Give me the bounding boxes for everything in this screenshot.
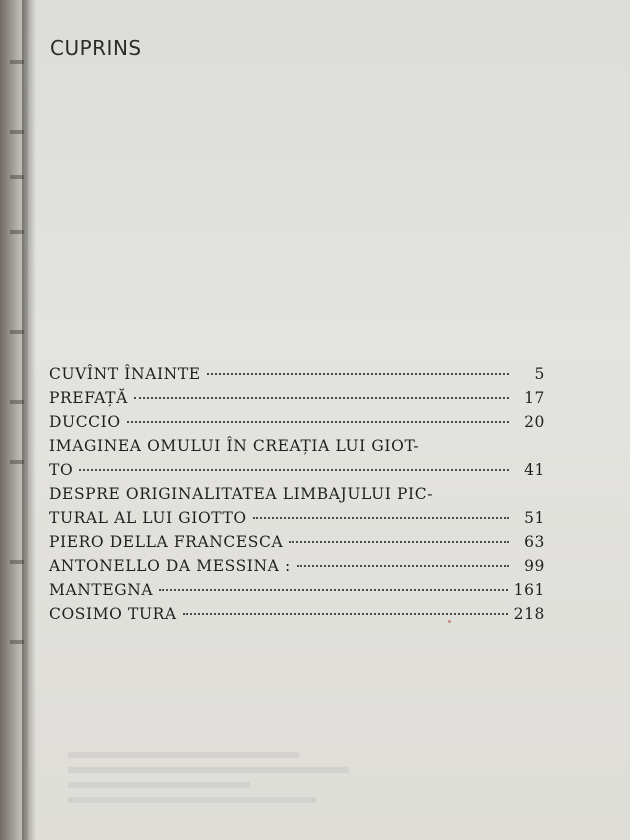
dot-leader [127,421,509,423]
toc-entry-page: 218 [513,605,545,623]
toc-entry-page: 51 [524,509,545,527]
toc-entry [49,578,545,602]
book-gutter-shadow [22,0,36,840]
toc-entry [49,602,545,626]
dot-leader [207,373,509,375]
toc-entry-page: 99 [524,557,545,575]
dot-leader [79,469,509,471]
toc-entry [49,362,545,386]
paper-spot [448,620,451,623]
toc-entry-title: PREFAȚĂ [49,389,128,407]
bleed-through-text [68,752,398,822]
toc-entry-page: 41 [524,461,545,479]
toc-entry-title: DUCCIO [49,413,121,431]
toc-entry [49,434,545,458]
toc-entry [49,554,545,578]
toc-entry-page: 5 [534,365,545,383]
dot-leader [297,565,509,567]
dot-leader [159,589,507,591]
toc-entry-title: COSIMO TURA [49,605,177,623]
dot-leader [289,541,509,543]
page-title: CUPRINS [50,36,142,60]
contents-page [28,0,630,840]
toc-entry-title: ANTONELLO DA MESSINA : [49,557,291,575]
toc-entry-title: CUVÎNT ÎNAINTE [49,365,201,383]
toc-entry-title: MANTEGNA [49,581,154,599]
toc-entry-title: TO [49,461,74,479]
toc-entry [49,506,545,530]
table-of-contents [49,362,545,626]
dot-leader [253,517,509,519]
toc-entry-page: 20 [524,413,545,431]
toc-entry-title: DESPRE ORIGINALITATEA LIMBAJULUI PIC- [49,485,434,503]
toc-entry-page: 17 [524,389,545,407]
dot-leader [183,613,508,615]
toc-entry [49,386,545,410]
toc-entry-page: 63 [524,533,545,551]
toc-entry-title: PIERO DELLA FRANCESCA [49,533,284,551]
toc-entry-title: IMAGINEA OMULUI ÎN CREAȚIA LUI GIOT- [49,437,420,455]
toc-entry [49,410,545,434]
toc-entry-title: TURAL AL LUI GIOTTO [49,509,247,527]
toc-entry-page: 161 [513,581,545,599]
toc-entry [49,458,545,482]
toc-entry [49,482,545,506]
dot-leader [134,397,509,399]
toc-entry [49,530,545,554]
